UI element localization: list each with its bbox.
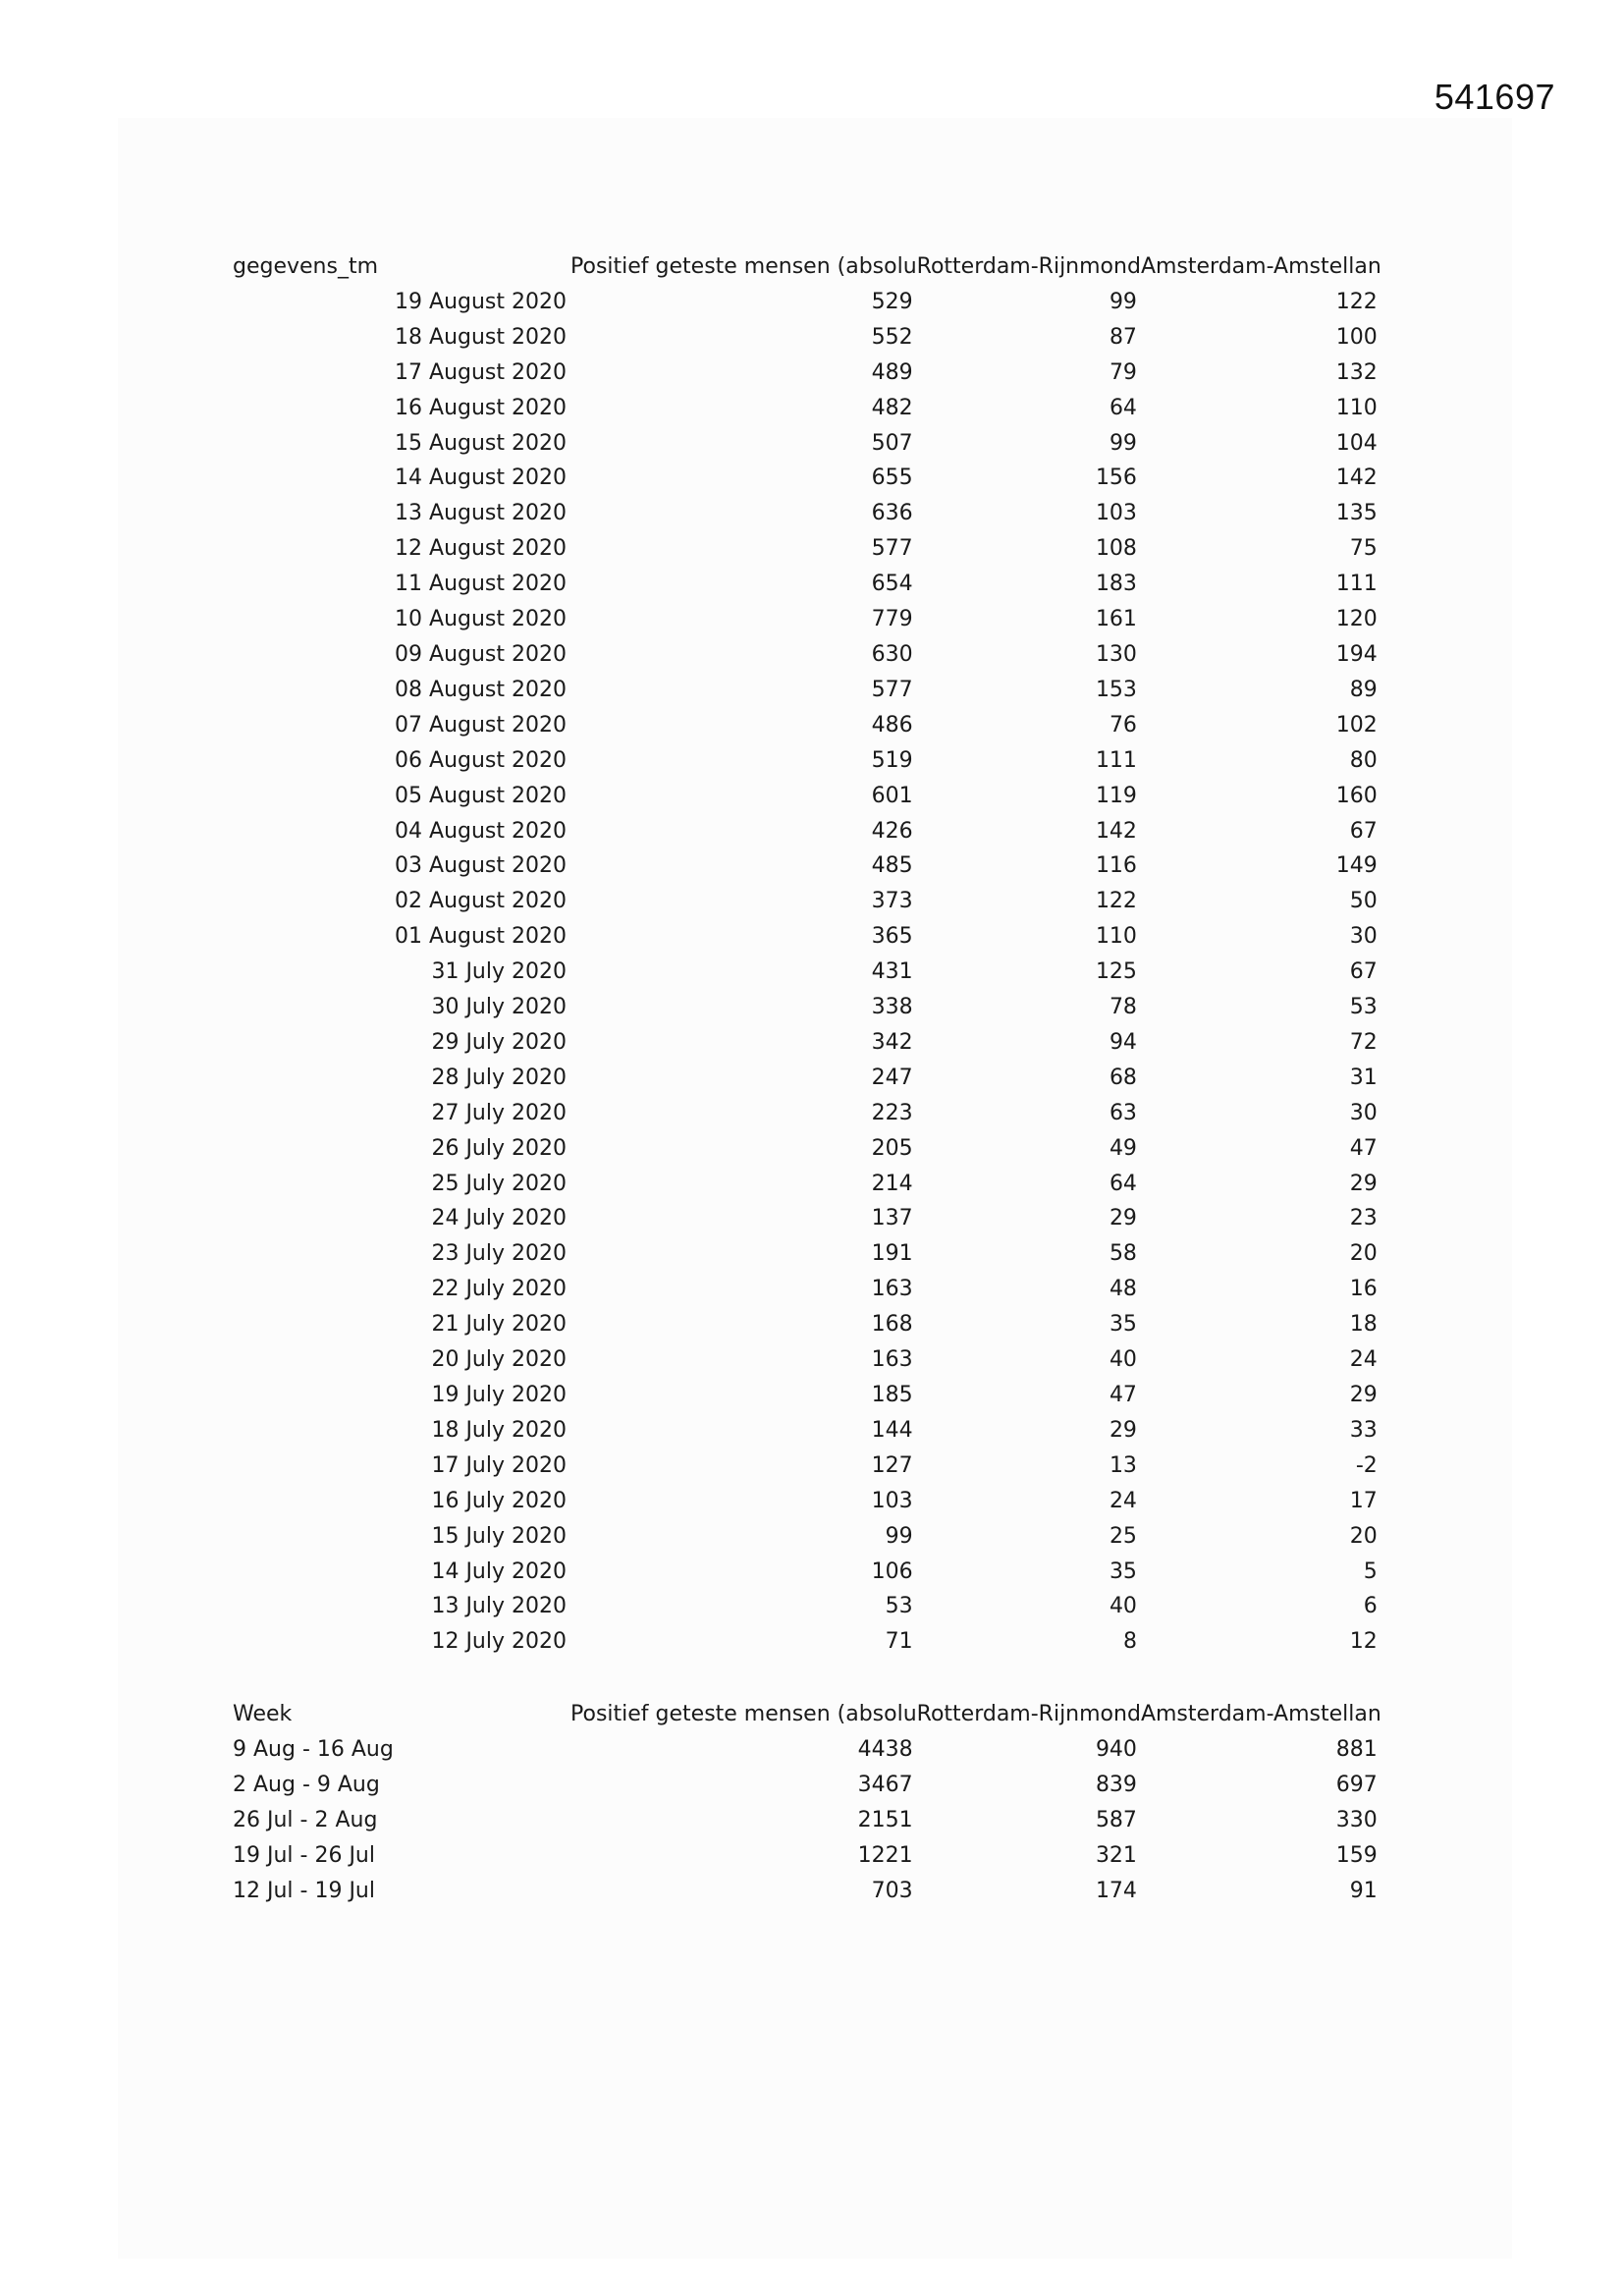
amsterdam-amstelland-cell: 102: [1335, 712, 1378, 738]
table-row: [233, 1768, 1381, 1803]
positive-tested-cell: 71: [885, 1629, 913, 1655]
amsterdam-amstelland-cell: 30: [1349, 1100, 1378, 1125]
amsterdam-amstelland-cell: 5: [1363, 1558, 1378, 1584]
amsterdam-amstelland-cell: 110: [1335, 395, 1378, 420]
positive-tested-cell: 655: [871, 465, 913, 491]
weekly-cases-table: [233, 1697, 1381, 1908]
date-cell: 16 August 2020: [395, 395, 567, 420]
amsterdam-amstelland-cell: 194: [1335, 641, 1378, 667]
positive-tested-cell: 486: [871, 712, 913, 738]
header-week: Week: [233, 1702, 293, 1726]
date-cell: 30 July 2020: [431, 995, 567, 1020]
date-cell: 09 August 2020: [395, 641, 567, 667]
positive-tested-cell: 485: [871, 853, 913, 879]
positive-tested-cell: 4438: [857, 1736, 913, 1762]
week-cell: 12 Jul - 19 Jul: [233, 1878, 375, 1903]
date-cell: 13 July 2020: [431, 1594, 567, 1619]
rotterdam-rijnmond-cell: 153: [1095, 677, 1137, 702]
table-row: [233, 285, 1381, 320]
positive-tested-cell: 552: [871, 324, 913, 350]
table-row: [233, 1378, 1381, 1413]
date-cell: 15 August 2020: [395, 430, 567, 456]
date-cell: 14 August 2020: [395, 465, 567, 491]
rotterdam-rijnmond-cell: 839: [1095, 1772, 1137, 1797]
date-cell: 07 August 2020: [395, 712, 567, 738]
date-cell: 25 July 2020: [431, 1171, 567, 1196]
rotterdam-rijnmond-cell: 64: [1109, 395, 1137, 420]
rotterdam-rijnmond-cell: 122: [1095, 889, 1137, 914]
amsterdam-amstelland-cell: 29: [1349, 1171, 1378, 1196]
amsterdam-amstelland-cell: 132: [1335, 359, 1378, 385]
date-cell: 12 August 2020: [395, 536, 567, 562]
rotterdam-rijnmond-cell: 78: [1109, 995, 1137, 1020]
header-positive-tested: Positief geteste mensen (absolu: [570, 1702, 917, 1726]
table-row: [233, 708, 1381, 743]
date-cell: 18 July 2020: [431, 1417, 567, 1443]
positive-tested-cell: 703: [871, 1878, 913, 1903]
amsterdam-amstelland-cell: 47: [1349, 1135, 1378, 1161]
amsterdam-amstelland-cell: 122: [1335, 289, 1378, 314]
date-cell: 18 August 2020: [395, 324, 567, 350]
amsterdam-amstelland-cell: 30: [1349, 924, 1378, 950]
weekly-header-row: [233, 1697, 1381, 1732]
date-cell: 10 August 2020: [395, 607, 567, 632]
table-row: [233, 426, 1381, 462]
positive-tested-cell: 144: [871, 1417, 913, 1443]
date-cell: 27 July 2020: [431, 1100, 567, 1125]
rotterdam-rijnmond-cell: 76: [1109, 712, 1137, 738]
rotterdam-rijnmond-cell: 174: [1095, 1878, 1137, 1903]
rotterdam-rijnmond-cell: 68: [1109, 1065, 1137, 1090]
table-row: [233, 1061, 1381, 1096]
amsterdam-amstelland-cell: 160: [1335, 783, 1378, 808]
rotterdam-rijnmond-cell: 25: [1109, 1523, 1137, 1549]
rotterdam-rijnmond-cell: 156: [1095, 465, 1137, 491]
rotterdam-rijnmond-cell: 40: [1109, 1594, 1137, 1619]
positive-tested-cell: 1221: [857, 1842, 913, 1868]
rotterdam-rijnmond-cell: 79: [1109, 359, 1137, 385]
positive-tested-cell: 577: [871, 677, 913, 702]
week-cell: 9 Aug - 16 Aug: [233, 1736, 394, 1762]
week-cell: 19 Jul - 26 Jul: [233, 1842, 375, 1868]
rotterdam-rijnmond-cell: 161: [1095, 607, 1137, 632]
table-row: [233, 637, 1381, 673]
table-row: [233, 1342, 1381, 1378]
positive-tested-cell: 3467: [857, 1772, 913, 1797]
date-cell: 26 July 2020: [431, 1135, 567, 1161]
week-cell: 2 Aug - 9 Aug: [233, 1772, 380, 1797]
rotterdam-rijnmond-cell: 940: [1095, 1736, 1137, 1762]
header-rotterdam-rijnmond: Rotterdam-Rijnmond: [916, 1702, 1141, 1726]
positive-tested-cell: 482: [871, 395, 913, 420]
positive-tested-cell: 519: [871, 747, 913, 773]
table-row: [233, 391, 1381, 426]
rotterdam-rijnmond-cell: 119: [1095, 783, 1137, 808]
amsterdam-amstelland-cell: 135: [1335, 501, 1378, 526]
positive-tested-cell: 185: [871, 1383, 913, 1407]
positive-tested-cell: 529: [871, 289, 913, 314]
date-cell: 21 July 2020: [431, 1312, 567, 1338]
rotterdam-rijnmond-cell: 58: [1109, 1241, 1137, 1267]
table-row: [233, 1589, 1381, 1624]
table-row: [233, 743, 1381, 779]
amsterdam-amstelland-cell: 20: [1349, 1523, 1378, 1549]
table-row: [233, 1236, 1381, 1272]
rotterdam-rijnmond-cell: 8: [1122, 1629, 1137, 1655]
rotterdam-rijnmond-cell: 99: [1109, 289, 1137, 314]
date-cell: 05 August 2020: [395, 783, 567, 808]
date-cell: 03 August 2020: [395, 853, 567, 879]
table-row: [233, 1519, 1381, 1555]
amsterdam-amstelland-cell: 23: [1349, 1206, 1378, 1231]
date-cell: 19 August 2020: [395, 289, 567, 314]
positive-tested-cell: 507: [871, 430, 913, 456]
table-row: [233, 1307, 1381, 1342]
rotterdam-rijnmond-cell: 130: [1095, 641, 1137, 667]
date-cell: 19 July 2020: [431, 1383, 567, 1407]
positive-tested-cell: 163: [871, 1277, 913, 1302]
date-cell: 29 July 2020: [431, 1029, 567, 1055]
table-row: [233, 1484, 1381, 1519]
date-cell: 17 August 2020: [395, 359, 567, 385]
table-row: [233, 848, 1381, 884]
positive-tested-cell: 205: [871, 1135, 913, 1161]
table-row: [233, 1096, 1381, 1131]
rotterdam-rijnmond-cell: 13: [1109, 1452, 1137, 1478]
amsterdam-amstelland-cell: 881: [1335, 1736, 1378, 1762]
rotterdam-rijnmond-cell: 103: [1095, 501, 1137, 526]
date-cell: 06 August 2020: [395, 747, 567, 773]
amsterdam-amstelland-cell: 149: [1335, 853, 1378, 879]
date-cell: 02 August 2020: [395, 889, 567, 914]
rotterdam-rijnmond-cell: 108: [1095, 536, 1137, 562]
table-row: [233, 496, 1381, 531]
header-positive-tested: Positief geteste mensen (absolu: [570, 254, 917, 279]
positive-tested-cell: 373: [871, 889, 913, 914]
date-cell: 12 July 2020: [431, 1629, 567, 1655]
table-row: [233, 1555, 1381, 1590]
rotterdam-rijnmond-cell: 35: [1109, 1558, 1137, 1584]
positive-tested-cell: 223: [871, 1100, 913, 1125]
positive-tested-cell: 214: [871, 1171, 913, 1196]
rotterdam-rijnmond-cell: 125: [1095, 959, 1137, 985]
date-cell: 31 July 2020: [431, 959, 567, 985]
rotterdam-rijnmond-cell: 99: [1109, 430, 1137, 456]
amsterdam-amstelland-cell: 330: [1335, 1807, 1378, 1832]
date-cell: 20 July 2020: [431, 1347, 567, 1373]
rotterdam-rijnmond-cell: 183: [1095, 572, 1137, 597]
positive-tested-cell: 103: [871, 1488, 913, 1513]
positive-tested-cell: 163: [871, 1347, 913, 1373]
daily-header-row: [233, 249, 1381, 285]
page-number: 541697: [1434, 77, 1555, 117]
amsterdam-amstelland-cell: 6: [1363, 1594, 1378, 1619]
amsterdam-amstelland-cell: 24: [1349, 1347, 1378, 1373]
date-cell: 13 August 2020: [395, 501, 567, 526]
header-rotterdam-rijnmond: Rotterdam-Rijnmond: [916, 254, 1141, 279]
positive-tested-cell: 426: [871, 818, 913, 844]
positive-tested-cell: 630: [871, 641, 913, 667]
amsterdam-amstelland-cell: 120: [1335, 607, 1378, 632]
table-row: [233, 779, 1381, 814]
positive-tested-cell: 365: [871, 924, 913, 950]
table-row: [233, 1167, 1381, 1202]
positive-tested-cell: 127: [871, 1452, 913, 1478]
positive-tested-cell: 577: [871, 536, 913, 562]
table-row: [233, 673, 1381, 708]
positive-tested-cell: 601: [871, 783, 913, 808]
table-row: [233, 320, 1381, 355]
date-cell: 04 August 2020: [395, 818, 567, 844]
table-row: [233, 1025, 1381, 1061]
rotterdam-rijnmond-cell: 64: [1109, 1171, 1137, 1196]
table-row: [233, 1803, 1381, 1838]
header-amsterdam-amstelland: Amsterdam-Amstellan: [1140, 254, 1381, 279]
table-row: [233, 955, 1381, 990]
amsterdam-amstelland-cell: 18: [1349, 1312, 1378, 1338]
rotterdam-rijnmond-cell: 47: [1109, 1383, 1137, 1407]
rotterdam-rijnmond-cell: 35: [1109, 1312, 1137, 1338]
positive-tested-cell: 191: [871, 1241, 913, 1267]
rotterdam-rijnmond-cell: 29: [1109, 1417, 1137, 1443]
date-cell: 14 July 2020: [431, 1558, 567, 1584]
header-date: gegevens_tm: [233, 254, 379, 279]
amsterdam-amstelland-cell: -2: [1355, 1452, 1378, 1478]
rotterdam-rijnmond-cell: 321: [1095, 1842, 1137, 1868]
positive-tested-cell: 247: [871, 1065, 913, 1090]
amsterdam-amstelland-cell: 111: [1335, 572, 1378, 597]
date-cell: 15 July 2020: [431, 1523, 567, 1549]
table-row: [233, 602, 1381, 637]
table-row: [233, 1272, 1381, 1307]
amsterdam-amstelland-cell: 142: [1335, 465, 1378, 491]
amsterdam-amstelland-cell: 75: [1349, 536, 1378, 562]
date-cell: 11 August 2020: [395, 572, 567, 597]
date-cell: 16 July 2020: [431, 1488, 567, 1513]
amsterdam-amstelland-cell: 697: [1335, 1772, 1378, 1797]
rotterdam-rijnmond-cell: 48: [1109, 1277, 1137, 1302]
amsterdam-amstelland-cell: 80: [1349, 747, 1378, 773]
rotterdam-rijnmond-cell: 40: [1109, 1347, 1137, 1373]
table-row: [233, 1413, 1381, 1449]
positive-tested-cell: 431: [871, 959, 913, 985]
date-cell: 24 July 2020: [431, 1206, 567, 1231]
weekly-table-body: [233, 1732, 1381, 1909]
table-row: [233, 567, 1381, 602]
positive-tested-cell: 654: [871, 572, 913, 597]
daily-cases-table: [233, 249, 1381, 1660]
table-row: [233, 1201, 1381, 1236]
amsterdam-amstelland-cell: 31: [1349, 1065, 1378, 1090]
amsterdam-amstelland-cell: 67: [1349, 818, 1378, 844]
amsterdam-amstelland-cell: 12: [1349, 1629, 1378, 1655]
amsterdam-amstelland-cell: 53: [1349, 995, 1378, 1020]
positive-tested-cell: 137: [871, 1206, 913, 1231]
amsterdam-amstelland-cell: 104: [1335, 430, 1378, 456]
rotterdam-rijnmond-cell: 24: [1109, 1488, 1137, 1513]
positive-tested-cell: 53: [885, 1594, 913, 1619]
table-row: [233, 884, 1381, 919]
table-row: [233, 355, 1381, 391]
amsterdam-amstelland-cell: 91: [1349, 1878, 1378, 1903]
amsterdam-amstelland-cell: 72: [1349, 1029, 1378, 1055]
rotterdam-rijnmond-cell: 29: [1109, 1206, 1137, 1231]
amsterdam-amstelland-cell: 29: [1349, 1383, 1378, 1407]
date-cell: 23 July 2020: [431, 1241, 567, 1267]
positive-tested-cell: 2151: [857, 1807, 913, 1832]
date-cell: 22 July 2020: [431, 1277, 567, 1302]
date-cell: 28 July 2020: [431, 1065, 567, 1090]
positive-tested-cell: 636: [871, 501, 913, 526]
date-cell: 17 July 2020: [431, 1452, 567, 1478]
positive-tested-cell: 99: [885, 1523, 913, 1549]
table-row: [233, 1732, 1381, 1768]
rotterdam-rijnmond-cell: 49: [1109, 1135, 1137, 1161]
amsterdam-amstelland-cell: 89: [1349, 677, 1378, 702]
amsterdam-amstelland-cell: 67: [1349, 959, 1378, 985]
positive-tested-cell: 168: [871, 1312, 913, 1338]
table-row: [233, 990, 1381, 1025]
date-cell: 01 August 2020: [395, 924, 567, 950]
amsterdam-amstelland-cell: 33: [1349, 1417, 1378, 1443]
header-amsterdam-amstelland: Amsterdam-Amstellan: [1140, 1702, 1381, 1726]
rotterdam-rijnmond-cell: 587: [1095, 1807, 1137, 1832]
positive-tested-cell: 489: [871, 359, 913, 385]
daily-table-body: [233, 285, 1381, 1660]
rotterdam-rijnmond-cell: 110: [1095, 924, 1137, 950]
rotterdam-rijnmond-cell: 87: [1109, 324, 1137, 350]
table-row: [233, 1874, 1381, 1909]
positive-tested-cell: 779: [871, 607, 913, 632]
date-cell: 08 August 2020: [395, 677, 567, 702]
amsterdam-amstelland-cell: 100: [1335, 324, 1378, 350]
rotterdam-rijnmond-cell: 111: [1095, 747, 1137, 773]
positive-tested-cell: 342: [871, 1029, 913, 1055]
rotterdam-rijnmond-cell: 63: [1109, 1100, 1137, 1125]
table-row: [233, 1131, 1381, 1167]
amsterdam-amstelland-cell: 16: [1349, 1277, 1378, 1302]
rotterdam-rijnmond-cell: 116: [1095, 853, 1137, 879]
table-row: [233, 1838, 1381, 1874]
positive-tested-cell: 338: [871, 995, 913, 1020]
table-row: [233, 1624, 1381, 1660]
positive-tested-cell: 106: [871, 1558, 913, 1584]
amsterdam-amstelland-cell: 20: [1349, 1241, 1378, 1267]
amsterdam-amstelland-cell: 159: [1335, 1842, 1378, 1868]
table-row: [233, 814, 1381, 849]
table-row: [233, 1449, 1381, 1484]
rotterdam-rijnmond-cell: 94: [1109, 1029, 1137, 1055]
table-row: [233, 919, 1381, 955]
table-row: [233, 461, 1381, 496]
week-cell: 26 Jul - 2 Aug: [233, 1807, 378, 1832]
amsterdam-amstelland-cell: 17: [1349, 1488, 1378, 1513]
amsterdam-amstelland-cell: 50: [1349, 889, 1378, 914]
table-row: [233, 531, 1381, 567]
rotterdam-rijnmond-cell: 142: [1095, 818, 1137, 844]
